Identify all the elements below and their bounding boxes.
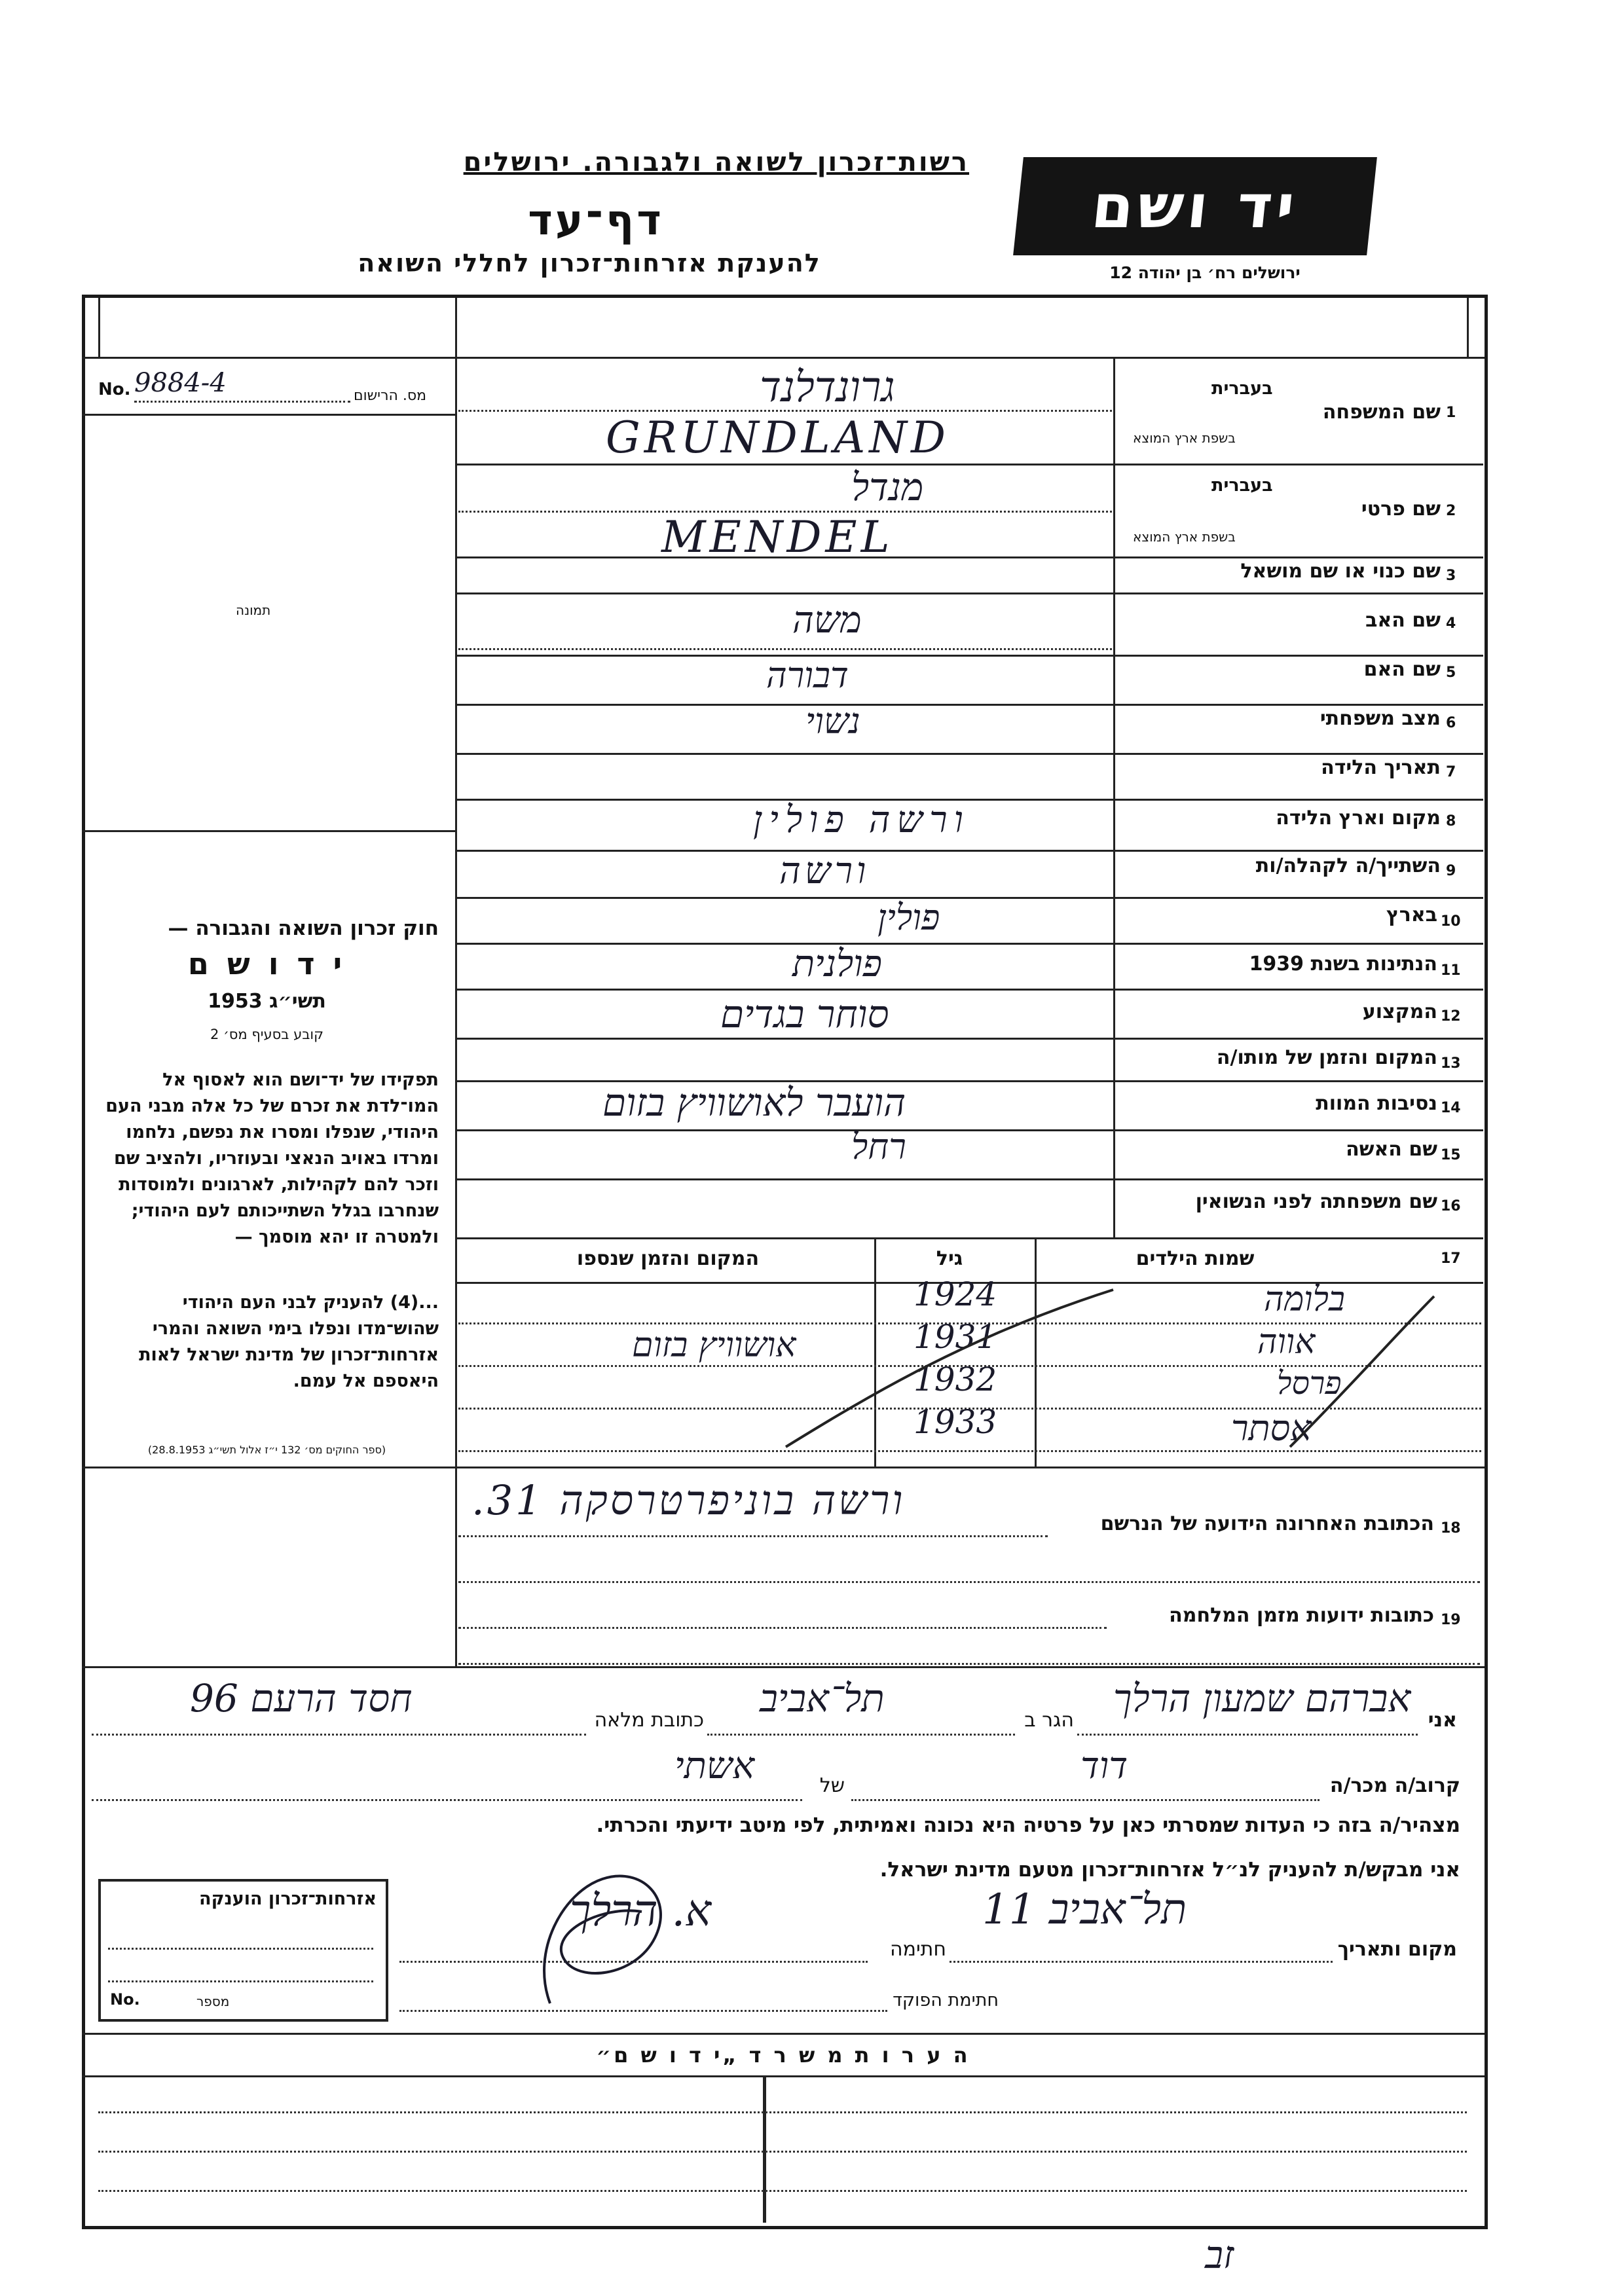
document-page: רשות־זכרון לשואה ולגבורה. ירושלים דף־עד להענקת אזרחות־זכרון לחללי השואה יד ושם ירושלים רח׳ בן יהודה 12 No. 9884-4 מס. הרישום תמונה חוק זכרון השואה והגבורה — י ד ו ש ם תשי״ג 1953 קובע בסעיף מס׳ 2 תפקידו של יד־ושם הוא לאסוף אל המו־לדת את זכרם של כל אלה מבני העם היהודי, שנפלו ומסרו את נפשם, נלחמו ומרדו באויב הנאצי ובעוזריו, ולהציב שם וזכר להם לקהילות, לארגונים ולמוסדות שנחרבו בגלל השתייכותם לעם היהודי; ולמטרה זו יהא מוסמך — ...(4) להעניק לבני העם היהודי שהוש־מדו ונפלו בימי השואה והמרי אזרחות־זכרון של מדינת ישראל לאות היאספם אל עמם. (ספר החוקים מס׳ 132 י״ז אלול תשי״ג 28.8.1953) 1 שם המשפחה בעברית בשפת ארץ המוצא גרונדלנד GRUNDLAND 2 שם פרטי בעברית בשפת ארץ המוצא מנדל MENDEL 3 שם כנוי או שם מושאל 4 שם האב משה 5 שם האם דבורה 6 מצב משפחתי נשוי 7 תאריך הלידה 8 מקום וארץ הלידה ורשה פולין 9 השתייך/ה לקהלה/ות ורשה 10 בארץ פולין 11 הנתינות בשנת 1939 פולנית 12 המקצוע סוחר בגדים 13 המקום והזמן של מותו/ה 14 נסיבות המוות הועבר לאושוויץ בזום 15 שם האשה רחל 16 שם משפחתה לפני הנשואין 17 שמות הילדים גיל המקום והזמן שנספו בלומה 1924 אווה 1931 אושוויץ בזום פרסל 1932 אסתר 1933 18 הכתובת האחרונה הידועה של הנרשם ורשה בוניפרטרסקה 31. 19 כתובות ידועות מזמן המלחמה אני אברהם שמעון הרלך הגר ב תל־אביב כתובת מלאה חסד הרעם 96 קרוב/ה מכר/ה דוד של אשתי מצהיר/ה בזה כי העדות שמסרתי כאן על פרטיה היא נכונה ואמיתית, לפי מיטב ידיעתי והכרתי. אני מבקש/ת להעניק לנ״ל אזרחות־זכרון מטעם מדינת ישראל. מקום ותאריך תל־אביב 11 חתימה א. הרלך חתימת הפוקד אזרחות־זכרון הוענקה No. מספר ה ע ר ו ת מ ש ר ד „י ד ו ש ם״ זב bbox=[0, 0, 1624, 2296]
children-col-names: שמות הילדים bbox=[1135, 1247, 1255, 1270]
child-name-2: אווה bbox=[1257, 1322, 1316, 1362]
relation-value: דוד bbox=[1080, 1745, 1128, 1787]
field-label-birthplace: מקום וארץ הלידה bbox=[1276, 807, 1441, 829]
child-year-4: 1933 bbox=[913, 1403, 997, 1441]
official-signature-label: חתימת הפוקד bbox=[893, 1990, 999, 2011]
declarant-name: אברהם שמעון הרלך bbox=[1113, 1676, 1411, 1721]
place-date-label: מקום ותאריך bbox=[1337, 1938, 1457, 1961]
law-paragraph-1: תפקידו של יד־ושם הוא לאסוף אל המו־לדת את זכרם של כל אלה מבני העם היהודי, שנפלו ומסרו את נפשם, נלחמו ומרדו באויב הנאצי ובעוזריו, ולהציב שם וזכר להם לקהילות, לארגונים ולמוסדות שנחרבו בגלל השתייכותם לעם היהודי; ולמטרה זו יהא מוסמך — bbox=[105, 1070, 439, 1247]
child-year-2: 1931 bbox=[913, 1318, 997, 1356]
field-label-surname: שם המשפחה bbox=[1322, 401, 1441, 424]
children-col-place: המקום והזמן שנספו bbox=[576, 1247, 760, 1270]
last-address-value: ורשה בוניפרטרסקה 31. bbox=[471, 1476, 906, 1524]
reg-no-label: No. bbox=[98, 380, 131, 399]
law-paragraph-2: ...(4) להעניק לבני העם היהודי שהוש־מדו ונפלו בימי השואה והמרי אזרחות־זכרון של מדינת ישראל לאות היאספם אל עמם. bbox=[139, 1292, 439, 1391]
birthplace-value: ורשה פולין bbox=[753, 799, 970, 841]
country-value: פולין bbox=[877, 897, 940, 938]
firstname-local-value: MENDEL bbox=[661, 512, 894, 562]
children-col-age: גיל bbox=[936, 1247, 963, 1270]
grant-box-no: No. bbox=[110, 1990, 140, 2009]
declarant-city: תל־אביב bbox=[760, 1676, 885, 1721]
form-title: דף־עד bbox=[528, 196, 664, 245]
child-name-3: פרסל bbox=[1277, 1365, 1342, 1402]
field-label-wife-name: שם האשה bbox=[1346, 1138, 1437, 1161]
law-year: תשי״ג 1953 bbox=[208, 990, 326, 1013]
resides-label: הגר ב bbox=[1024, 1709, 1074, 1732]
relative-label: קרוב/ה מכר/ה bbox=[1329, 1774, 1460, 1797]
law-name: י ד ו ש ם bbox=[187, 946, 346, 981]
law-clause: קובע בסעיף מס׳ 2 bbox=[210, 1027, 323, 1042]
signature-label: חתימה bbox=[889, 1938, 946, 1961]
law-title: חוק זכרון השואה והגבורה — bbox=[168, 917, 439, 940]
of-value: אשתי bbox=[674, 1745, 755, 1787]
child-year-1: 1924 bbox=[913, 1275, 997, 1313]
field-label-last-address: הכתובת האחרונה הידועה של הנרשם bbox=[1100, 1512, 1434, 1535]
field-label-nickname: שם כנוי או שם מושאל bbox=[1240, 560, 1441, 583]
community-value: ורשה bbox=[779, 850, 870, 892]
signature-scribble bbox=[524, 1853, 694, 2016]
surname-local-caption: בשפת ארץ המוצא bbox=[1133, 430, 1236, 446]
citizenship-1939-value: פולנית bbox=[792, 943, 882, 985]
grant-box-number-label: מספר bbox=[196, 1994, 230, 2009]
field-label-profession: המקצוע bbox=[1362, 1000, 1437, 1023]
child-place-2: אושוויץ בזום bbox=[632, 1326, 796, 1365]
field-label-community: השתייך/ה לקהלה/ות bbox=[1255, 854, 1441, 877]
logo-address: ירושלים רח׳ בן יהודה 12 bbox=[1109, 263, 1301, 282]
reg-no-caption: מס. הרישום bbox=[354, 388, 427, 404]
child-name-4: אסתר bbox=[1231, 1408, 1312, 1449]
place-date-value: תל־אביב 11 bbox=[982, 1886, 1187, 1934]
field-label-mother: שם האם bbox=[1363, 658, 1441, 681]
grant-box-title: אזרחות־זכרון הוענקה bbox=[199, 1889, 377, 1909]
firstname-local-caption: בשפת ארץ המוצא bbox=[1133, 529, 1236, 545]
field-label-wartime-addresses: כתובות ידועות מזמן המלחמה bbox=[1169, 1604, 1434, 1627]
corner-marks: זב bbox=[1205, 2232, 1234, 2277]
reg-number: 9884-4 bbox=[134, 368, 227, 398]
marital-status-value: נשוי bbox=[805, 701, 860, 742]
mother-name-value: דבורה bbox=[766, 655, 849, 696]
of-label: של bbox=[819, 1774, 845, 1797]
field-label-maiden-name: שם משפחתה לפני הנשואין bbox=[1195, 1190, 1437, 1213]
father-name-value: משה bbox=[792, 599, 862, 642]
field-label-country: בארץ bbox=[1386, 903, 1437, 926]
firstname-hebrew-value: מנדל bbox=[851, 465, 924, 509]
field-label-death-place-time: המקום והזמן של מותו/ה bbox=[1216, 1046, 1437, 1069]
child-name-1: בלומה bbox=[1264, 1280, 1345, 1319]
profession-value: סוחר בגדים bbox=[720, 992, 889, 1036]
surname-hebrew-caption: בעברית bbox=[1211, 378, 1273, 399]
wife-name-value: רחל bbox=[851, 1126, 906, 1167]
declarant-ani: אני bbox=[1428, 1709, 1457, 1732]
authority-heading: רשות־זכרון לשואה ולגבורה. ירושלים bbox=[463, 147, 969, 177]
yad-vashem-logo: יד ושם bbox=[1013, 157, 1377, 255]
request-text: אני מבקש/ת להעניק לנ״ל אזרחות־זכרון מטעם מדינת ישראל. bbox=[879, 1858, 1460, 1882]
full-address-label: כתובת מלאה bbox=[594, 1709, 704, 1732]
child-year-3: 1932 bbox=[913, 1360, 997, 1398]
declaration-text: מצהיר/ה בזה כי העדות שמסרתי כאן על פרטיה היא נכונה ואמיתית, לפי מיטב ידיעתי והכרתי. bbox=[596, 1813, 1460, 1837]
surname-local-value: GRUNDLAND bbox=[606, 412, 950, 463]
firstname-hebrew-caption: בעברית bbox=[1211, 475, 1273, 496]
field-label-firstname: שם פרטי bbox=[1361, 498, 1441, 520]
declarant-address: חסד הרעם 96 bbox=[190, 1676, 413, 1721]
field-label-marital-status: מצב משפחתי bbox=[1320, 707, 1441, 730]
field-label-citizenship-1939: הנתינות בשנת 1939 bbox=[1249, 953, 1437, 975]
form-subtitle: להענקת אזרחות־זכרון לחללי השואה bbox=[358, 249, 821, 278]
photo-label: תמונה bbox=[236, 602, 271, 618]
surname-hebrew-value: גרונדלנד bbox=[760, 363, 895, 412]
children-strike-marks bbox=[773, 1283, 1460, 1460]
death-circumstances-value: הועבר לאושוויץ בזום bbox=[602, 1080, 906, 1125]
law-source: (ספר החוקים מס׳ 132 י״ז אלול תשי״ג 28.8.1953) bbox=[147, 1444, 386, 1456]
field-label-birthdate: תאריך הלידה bbox=[1321, 756, 1441, 779]
field-label-death-circumstances: נסיבות המוות bbox=[1316, 1092, 1437, 1115]
office-notes-title: ה ע ר ו ת מ ש ר ד „י ד ו ש ם״ bbox=[596, 2043, 970, 2068]
signature-value: א. הרלך bbox=[570, 1886, 711, 1936]
field-label-father: שם האב bbox=[1365, 609, 1441, 632]
